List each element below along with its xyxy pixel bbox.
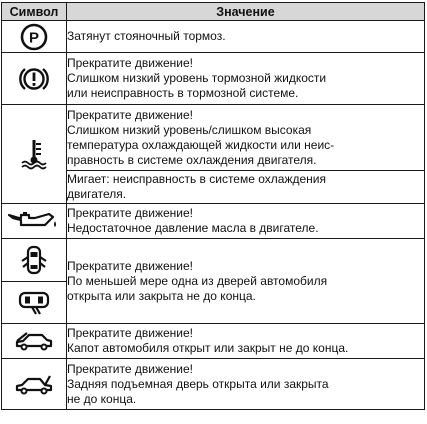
door-open-side-icon bbox=[18, 290, 50, 316]
table-row bbox=[2, 324, 425, 359]
table-row bbox=[2, 21, 425, 53]
symbol-cell bbox=[2, 239, 67, 324]
symbol-cell bbox=[2, 21, 67, 53]
table-header-row bbox=[2, 3, 425, 21]
symbol-cell bbox=[2, 204, 67, 239]
symbol-cell bbox=[2, 359, 67, 410]
parking-brake-icon bbox=[20, 23, 48, 51]
symbol-cell bbox=[2, 53, 67, 105]
door-open-top-icon bbox=[21, 244, 47, 276]
coolant-temperature-icon bbox=[19, 138, 49, 170]
brake-warning-icon bbox=[19, 64, 49, 94]
oil-pressure-icon bbox=[7, 209, 61, 233]
symbol-column-header: Символ bbox=[2, 3, 67, 21]
svg-text:P: P bbox=[28, 29, 40, 46]
meaning-text: Прекратите движение! По меньшей мере одна из дверей автомобиля открыта или закрыта не до конца. bbox=[67, 239, 425, 324]
table-row bbox=[2, 239, 425, 324]
symbol-table bbox=[1, 2, 425, 410]
meaning-text: Прекратите движение! Капот автомобиля открыт или закрыт не до конца. bbox=[67, 324, 425, 359]
symbol-cell bbox=[2, 324, 67, 359]
table-row bbox=[2, 53, 425, 105]
hood-open-icon bbox=[14, 330, 54, 352]
meaning-text: Мигает: неисправность в системе охлаждения двигателя. bbox=[67, 171, 425, 204]
tailgate-open-icon bbox=[14, 372, 54, 396]
meaning-text: Прекратите движение! Слишком низкий уровень тормозной жидкости или неисправность в тормозной системе. bbox=[67, 53, 425, 105]
table-row bbox=[2, 105, 425, 171]
table-row bbox=[2, 359, 425, 410]
meaning-column-header: Значение bbox=[67, 3, 425, 21]
door-icon-top-slot bbox=[2, 239, 66, 282]
symbol-cell bbox=[2, 105, 67, 204]
meaning-text: Прекратите движение! Недостаточное давление масла в двигателе. bbox=[67, 204, 425, 239]
meaning-text: Прекратите движение! Задняя подъемная дверь открыта или закрыта не до конца. bbox=[67, 359, 425, 410]
door-icon-bottom-slot bbox=[2, 282, 66, 323]
table-row bbox=[2, 204, 425, 239]
meaning-text: Затянут стояночный тормоз. bbox=[67, 21, 425, 53]
meaning-text: Прекратите движение! Слишком низкий уровень/слишком высокая температура охлаждающей жидкости или неис- правность в системе охлаждения двигателя. bbox=[67, 105, 425, 171]
